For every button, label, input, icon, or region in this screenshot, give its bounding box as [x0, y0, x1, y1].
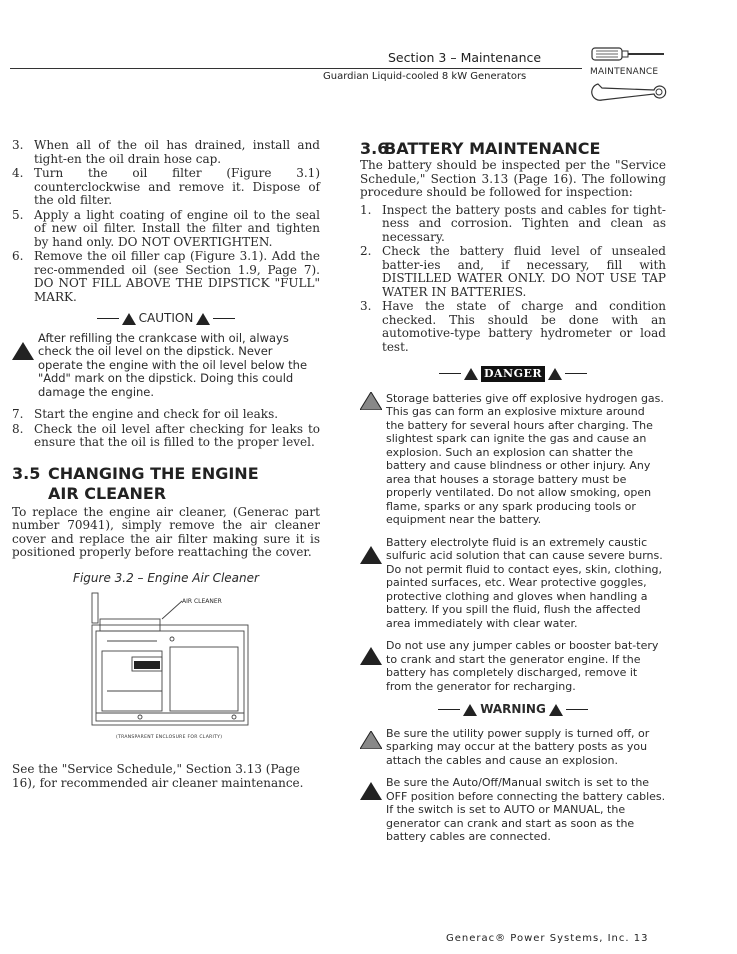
page-footer: Generac® Power Systems, Inc. 13 — [446, 933, 649, 944]
header-subtitle: Guardian Liquid-cooled 8 kW Generators — [323, 71, 527, 82]
figure-label: AIR CLEANER — [182, 598, 222, 605]
wrench-icon — [588, 80, 668, 104]
right-column — [360, 139, 666, 853]
warning-triangle-icon — [196, 313, 210, 325]
warning-triangle-icon — [464, 368, 478, 380]
list-item: 3. When all of the oil has drained, install and tight-en the oil drain hose cap. — [12, 138, 320, 166]
list-item: 5. Apply a light coating of engine oil to the seal of new oil filter. Install the filter and tighten by hand only. DO NOT OVERTIGHTEN. — [12, 207, 320, 249]
generator-enclosure-drawing — [12, 591, 320, 741]
list-item: 4. Turn the oil filter (Figure 3.1) counterclockwise and remove it. Dispose of the old filter. — [12, 166, 320, 207]
list-item: 7. Start the engine and check for oil leaks. — [12, 407, 279, 421]
see-schedule-text: See the "Service Schedule," Section 3.13 (Page 16), for recommended air cleaner maintenance. — [12, 762, 304, 790]
warning-message: Be sure the utility power supply is turned off, or sparking may occur at the battery posts as you attach the cables and cause an explosion. — [360, 727, 666, 768]
section-title-3-6: 3.6BATTERY MAINTENANCE — [360, 139, 601, 158]
list-item: 6. Remove the oil filler cap (Figure 3.1). Add the rec-ommended oil (see Section 1.9, Page 7). DO NOT FILL ABOVE THE DIPSTICK "FULL" MARK. — [12, 249, 320, 304]
warning-triangle-icon — [12, 342, 34, 360]
header-rule — [10, 68, 582, 69]
section-header: Section 3 – Maintenance — [388, 50, 542, 65]
left-column — [12, 139, 320, 790]
warning-triangle-icon — [463, 704, 477, 716]
warning-triangle-icon — [549, 704, 563, 716]
maintenance-badge: MAINTENANCE — [590, 67, 659, 77]
oil-steps-a — [12, 139, 320, 304]
section-title-3-5: 3.5 CHANGING THE ENGINE AIR CLEANER — [12, 463, 259, 503]
figure-caption: Figure 3.2 – Engine Air Cleaner — [73, 570, 259, 585]
battery-steps — [360, 204, 666, 355]
danger-message: Battery electrolyte fluid is an extremely caustic sulfuric acid solution that can cause severe burns. Do not permit fluid to contact eyes, skin, clothing, painted surfaces, etc. Wear protective goggles, protective clothing and gloves when handling a battery. If you spill the fluid, flush the affected area immediately with clear water. — [360, 536, 666, 631]
list-item: 8. Check the oil level after checking for leaks to ensure that the oil is filled to the proper level. — [12, 421, 320, 449]
screwdriver-icon — [590, 44, 668, 64]
section-3-6-body: The battery should be inspected per the "Service Schedule," Section 3.13 (Page 16). The following procedure should be followed for inspection: — [360, 158, 666, 199]
section-3-5-body: To replace the engine air cleaner, (Generac part number 70941), simply remove the air cleaner cover and replace the air filter making sure it is positioned properly before reattaching the cover. — [12, 504, 320, 559]
warning-triangle-icon — [360, 782, 382, 800]
explosion-warning-icon — [360, 731, 382, 749]
danger-message: Storage batteries give off explosive hydrogen gas. This gas can form an explosive mixture around the battery for several hours after charging. The slightest spark can ignite the gas and cause an explosion. Such an explosion can shatter the battery and cause blindness or other injury. Any area that houses a storage battery must be properly ventilated. Do not allow smoking, open flame, sparks or any spark producing tools or equipment near the battery. — [360, 392, 666, 527]
warning-triangle-icon — [360, 647, 382, 665]
danger-message: Do not use any jumper cables or booster bat-tery to crank and start the generator engine. If the battery has completely discharged, remove it from the generator for recharging. — [360, 639, 666, 693]
warning-message: Be sure the Auto/Off/Manual switch is set to the OFF position before connecting the battery cables. If the switch is set to AUTO or MANUAL, the generator can crank and start as soon as the battery cables are connected. — [360, 776, 666, 844]
danger-label: DANGER — [481, 366, 545, 382]
list-item: 3. Have the state of charge and condition checked. This should be done with an automotive-type battery hydrometer or load test. — [360, 299, 666, 354]
explosion-warning-icon — [360, 392, 382, 410]
list-item: 1. Inspect the battery posts and cables for tight-ness and corrosion. Tighten and clean as necessary. — [360, 202, 666, 244]
danger-banner — [360, 366, 666, 382]
warning-triangle-icon — [548, 368, 562, 380]
warning-triangle-icon — [360, 546, 382, 564]
warning-label: WARNING — [480, 702, 546, 716]
caution-message: After refilling the crankcase with oil, always check the oil level on the dipstick. Never operate the engine with the oil level below the "Add" mark on the dipstick. Doing this could damage the engine. — [12, 332, 320, 400]
caution-label: CAUTION — [138, 311, 194, 325]
warning-triangle-icon — [122, 313, 136, 325]
oil-steps-b — [12, 408, 320, 450]
caution-banner — [12, 312, 320, 326]
air-cleaner-figure — [12, 591, 320, 741]
list-item: 2. Check the battery fluid level of unsealed batter-ies and, if necessary, fill with DISTILLED WATER ONLY. DO NOT USE TAP WATER IN BATTERIES. — [360, 244, 666, 299]
figure-note: (TRANSPARENT ENCLOSURE FOR CLARITY) — [116, 735, 223, 740]
warning-banner — [360, 703, 666, 717]
